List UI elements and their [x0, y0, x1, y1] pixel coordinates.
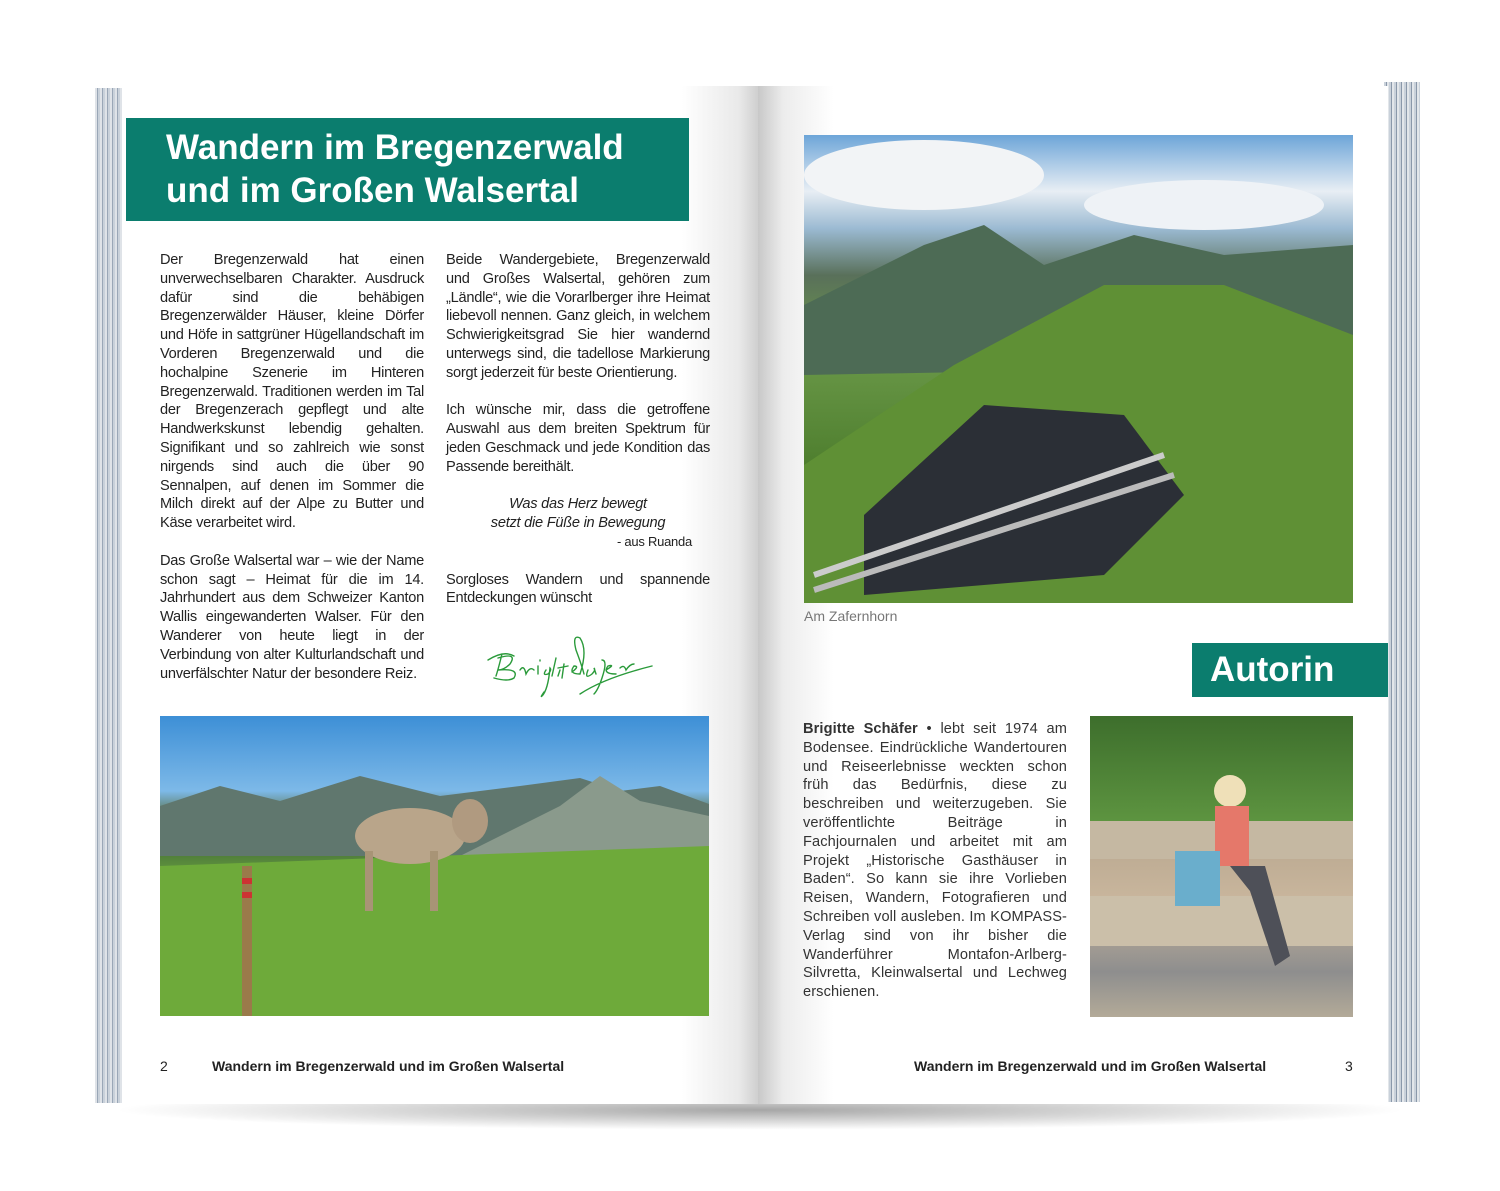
title-line-2: und im Großen Walsertal — [166, 171, 579, 210]
page-number-left: 2 — [160, 1058, 168, 1074]
footer-title-right: Wandern im Bregenzerwald und im Großen Walsertal — [914, 1058, 1267, 1074]
text-column-1 — [160, 251, 424, 702]
quote-line-1: Was das Herz bewegt — [509, 496, 647, 513]
photo-illustration — [1090, 716, 1353, 1017]
paragraph: Beide Wandergebiete, Bregenzerwald und Großes Walsertal, gehören zum „Ländle“, wie die Vorarlberger ihre Heimat liebevoll nennen. Ganz gleich, in welchem Schwierigkeitsgrad Sie hier wandernd unterwegs sind, die tadellose Markierung sorgt jederzeit für beste Orientierung. — [446, 252, 710, 381]
author-bio-text: • lebt seit 1974 am Bodensee. Eindrückliche Wandertouren und Reiseerlebnisse weckten schon früh das Bedürfnis, diese zu beschreiben und weiterzugeben. Sie veröffentlichte Beiträge in Fachjournalen und arbeitet mit am Projekt „Historische Gasthäuser in Baden“. So kann sie ihre Vorlieben Reisen, Wandern, Fotografieren und Schreiben voll ausleben. Im KOMPASS-Verlag sind von ihr bisher die Wanderführer Montafon-Arlberg-Silvretta, Kleinwalsertal und Lechweg erschienen. — [803, 721, 1067, 1001]
page-number-right: 3 — [1345, 1058, 1353, 1074]
section-title-autorin: Autorin — [1192, 643, 1388, 697]
closing: Sorgloses Wandern und spannende Entdeckungen wünscht — [446, 571, 710, 607]
photo-illustration — [160, 716, 709, 1016]
photo-author-on-bench — [1090, 716, 1353, 1017]
paragraph: Ich wünsche mir, dass die getroffene Auswahl aus dem breiten Spektrum für jeden Geschmack und jede Kondition das Passende bereithält. — [446, 402, 710, 475]
footer-title-left: Wandern im Bregenzerwald und im Großen Walsertal — [212, 1058, 565, 1074]
photo-illustration — [804, 135, 1353, 603]
title-line-1: Wandern im Bregenzerwald — [166, 128, 624, 167]
photo-zafernhorn-ridge — [804, 135, 1353, 603]
quote-line-2: setzt die Füße in Bewegung — [490, 515, 666, 532]
signature — [484, 630, 654, 702]
photo-caption: Am Zafernhorn — [804, 608, 898, 624]
paragraph: Das Große Walsertal war – wie der Name schon sagt – Heimat für die im 14. Jahrhundert aus dem Schweizer Kanton Wallis eingewanderten Walser. Für den Wanderer von heute liegt in der Verbindung von alter Kulturlandschaft und unverfälschter Natur der besondere Reiz. — [160, 552, 424, 682]
paragraph: Der Bregenzerwald hat einen unverwechselbaren Charakter. Ausdruck dafür sind die behäbigen Bregenzerwälder Häuser, kleine Dörfer und Höfe in sattgrüner Hügellandschaft im Vorderen Bregenzerwald und die hochalpine Szenerie im Hinteren Bregenzerwald. Traditionen werden im Tal der Bregenzerach gepflegt und alte Handwerkskunst lebendig gehalten. Signifikant und so zahlreich wie sonst nirgends sind auch die über 90 Sennalpen, auf denen im Sommer die Milch direkt auf der Alpe zu Butter und Käse verarbeitet wird. — [160, 252, 424, 532]
photo-cow-on-alpine-meadow — [160, 716, 709, 1016]
author-bio — [803, 720, 1067, 1002]
quote-source: - aus Ruanda — [616, 533, 692, 549]
text-column-2 — [446, 251, 710, 627]
page-title — [126, 118, 689, 221]
page-edges-right — [1384, 82, 1420, 1102]
author-name: Brigitte Schäfer — [803, 721, 918, 737]
